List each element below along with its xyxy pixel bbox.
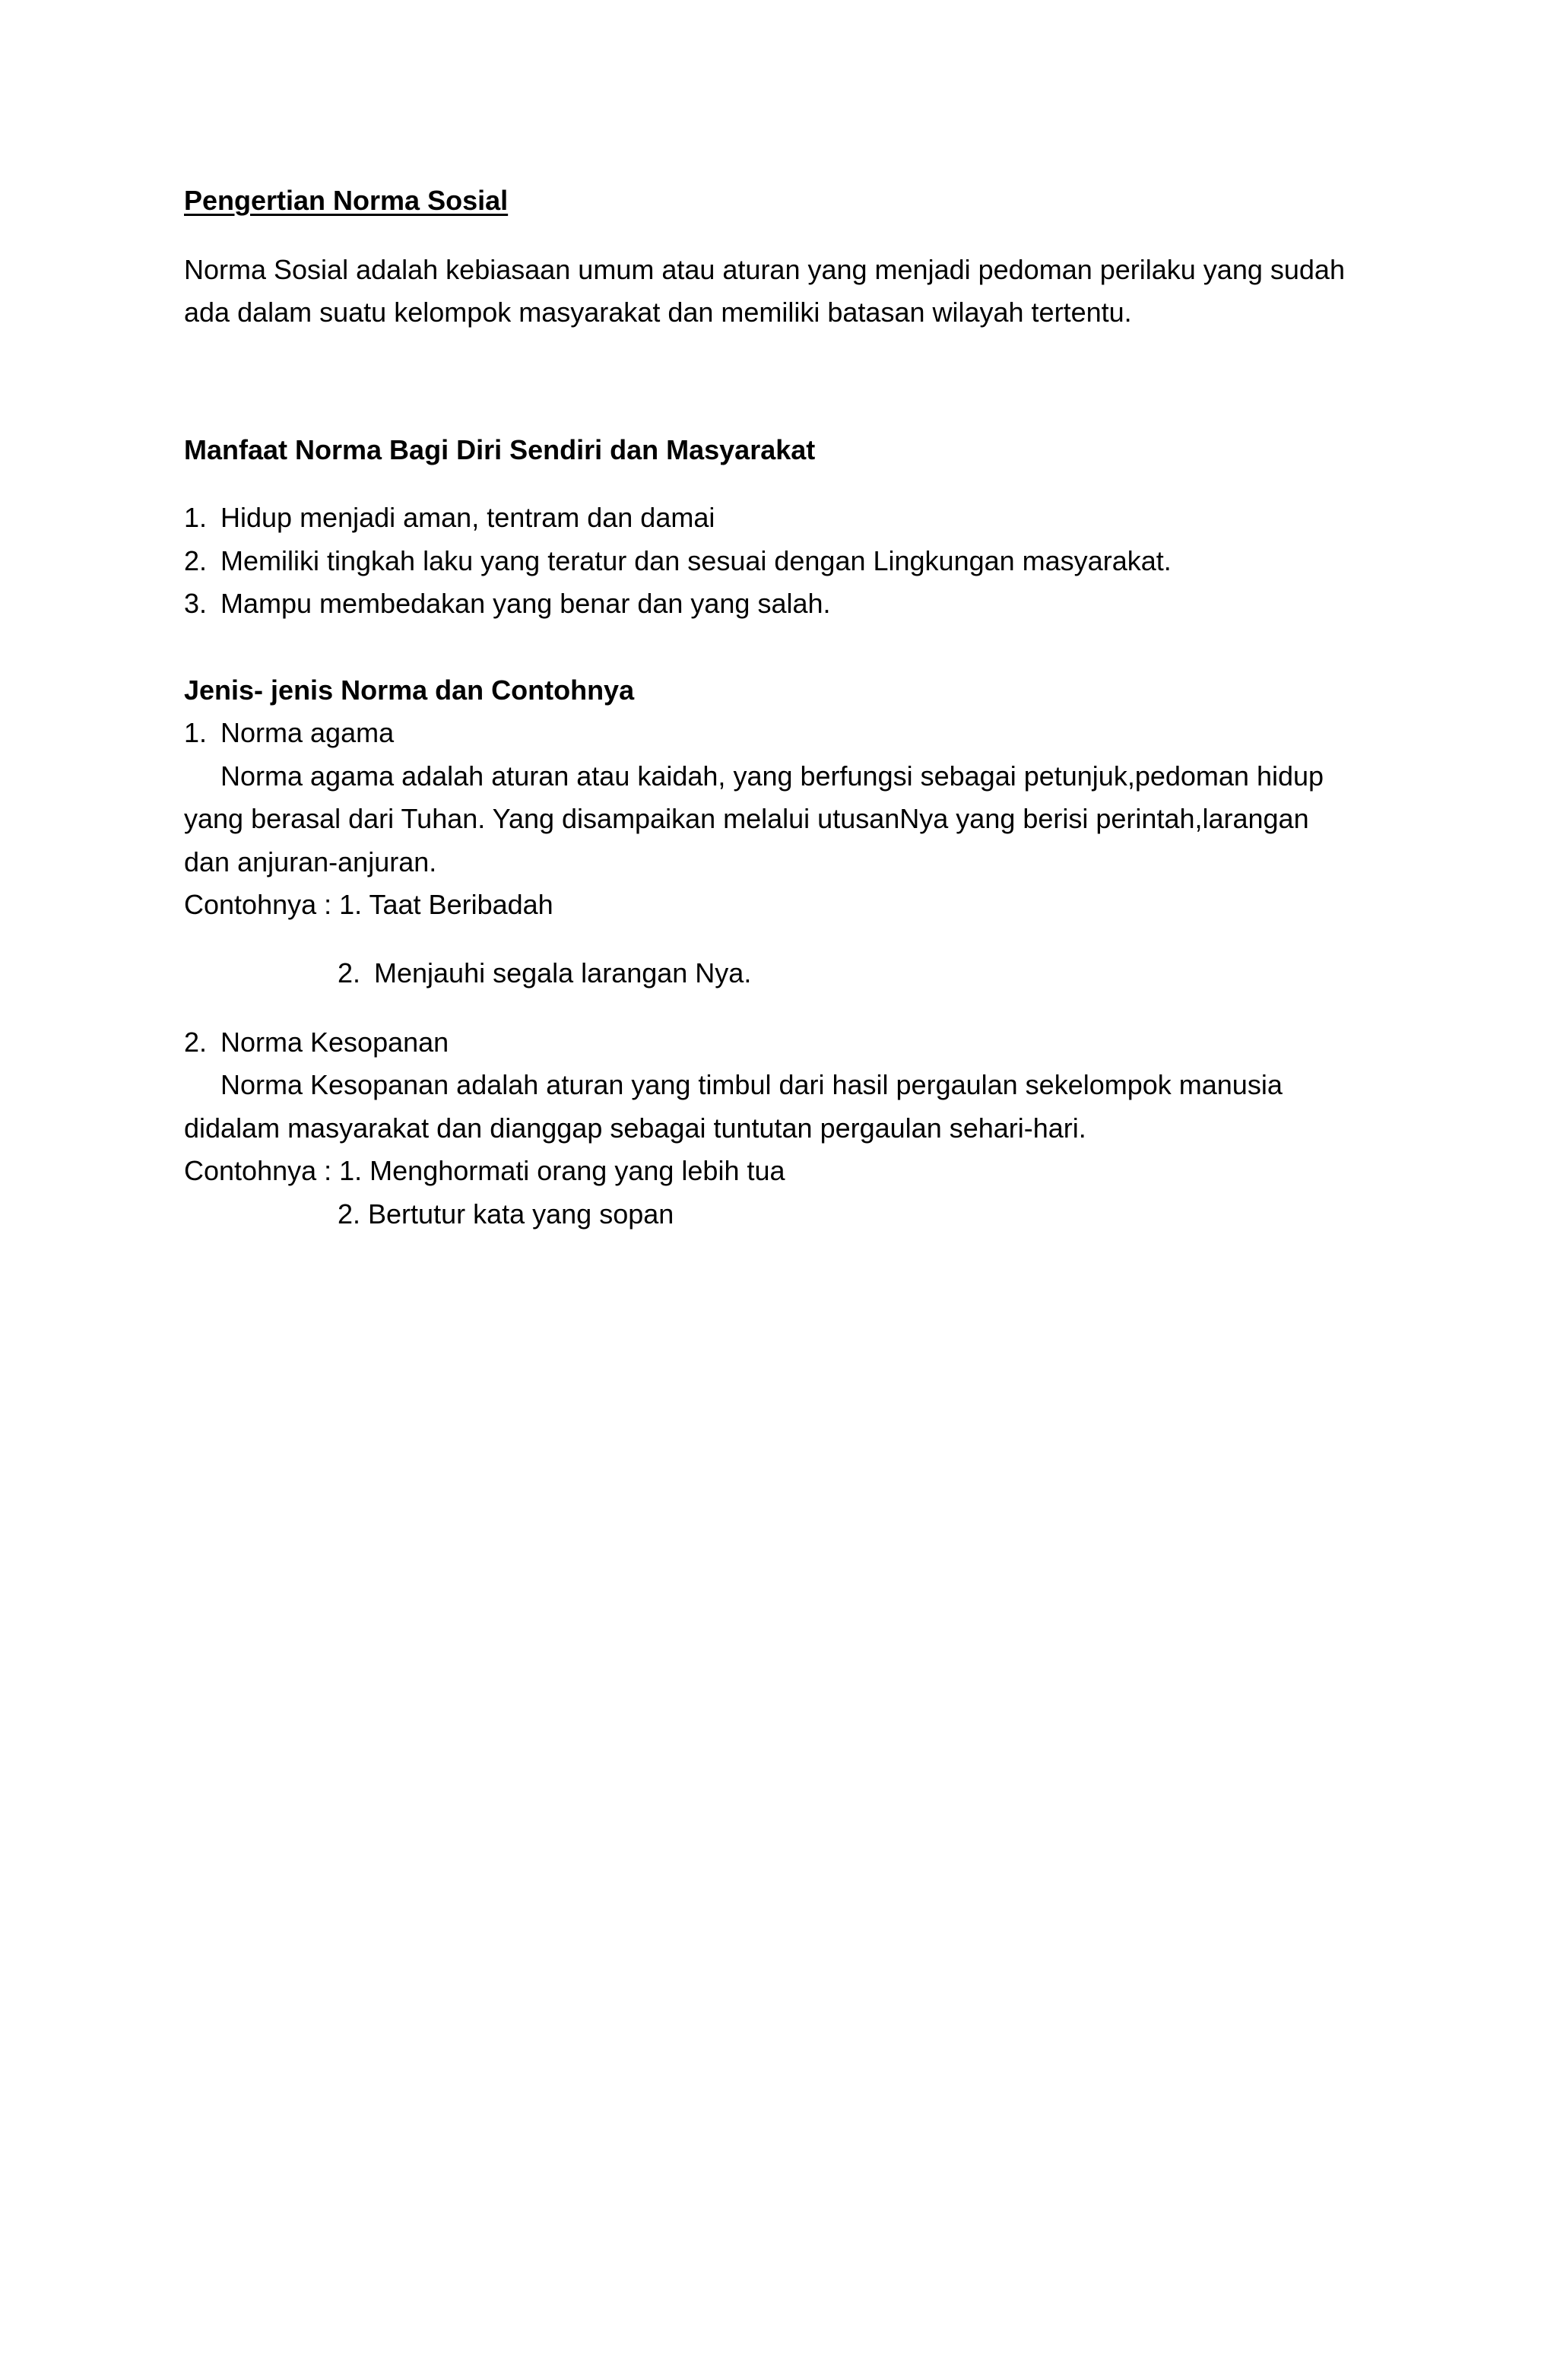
norma-kesopanan-contoh-2: 2. Bertutur kata yang sopan	[338, 1198, 674, 1230]
manfaat-list-item	[184, 543, 1172, 579]
list-text: Memiliki tingkah laku yang teratur dan sesuai dengan Lingkungan masyarakat.	[220, 545, 1172, 576]
list-text: Norma Kesopanan	[220, 1027, 449, 1058]
paragraph-pengertian-line-1: Norma Sosial adalah kebiasaan umum atau aturan yang menjadi pedoman perilaku yang sudah	[184, 254, 1345, 285]
list-number: 2.	[338, 957, 361, 988]
norma-kesopanan-desc-line-1: Norma Kesopanan adalah aturan yang timbul dari hasil pergaulan sekelompok manusia	[220, 1069, 1283, 1100]
norma-agama-desc-line-3: dan anjuran-anjuran.	[184, 846, 437, 877]
norma-agama-desc-line-1: Norma agama adalah aturan atau kaidah, yang berfungsi sebagai petunjuk,pedoman hidup	[220, 760, 1324, 792]
norma-kesopanan-contoh-1: Contohnya : 1. Menghormati orang yang lebih tua	[184, 1155, 785, 1186]
manfaat-list-item	[184, 500, 715, 536]
norma-agama-title	[184, 715, 394, 751]
list-text: Menjauhi segala larangan Nya.	[374, 957, 752, 988]
manfaat-list-item	[184, 585, 831, 622]
list-number: 1.	[184, 502, 208, 533]
norma-agama-contoh-1: Contohnya : 1. Taat Beribadah	[184, 889, 553, 920]
heading-pengertian: Pengertian Norma Sosial	[184, 185, 509, 216]
heading-manfaat: Manfaat Norma Bagi Diri Sendiri dan Masyarakat	[184, 434, 816, 465]
list-number: 1.	[184, 717, 208, 748]
paragraph-pengertian-line-2: ada dalam suatu kelompok masyarakat dan memiliki batasan wilayah tertentu.	[184, 297, 1132, 328]
list-text: Hidup menjadi aman, tentram dan damai	[220, 502, 715, 533]
norma-agama-contoh-2	[338, 955, 751, 992]
norma-agama-desc-line-2: yang berasal dari Tuhan. Yang disampaikan melalui utusanNya yang berisi perintah,larangan	[184, 803, 1309, 834]
norma-kesopanan-desc-line-2: didalam masyarakat dan dianggap sebagai tuntutan pergaulan sehari-hari.	[184, 1112, 1086, 1144]
list-text: Norma agama	[220, 717, 395, 748]
list-number: 2.	[184, 545, 208, 576]
list-number: 3.	[184, 588, 208, 619]
list-number: 2.	[184, 1027, 208, 1058]
norma-kesopanan-title	[184, 1024, 449, 1061]
list-text: Mampu membedakan yang benar dan yang salah.	[220, 588, 831, 619]
heading-jenis-norma: Jenis- jenis Norma dan Contohnya	[184, 674, 635, 706]
